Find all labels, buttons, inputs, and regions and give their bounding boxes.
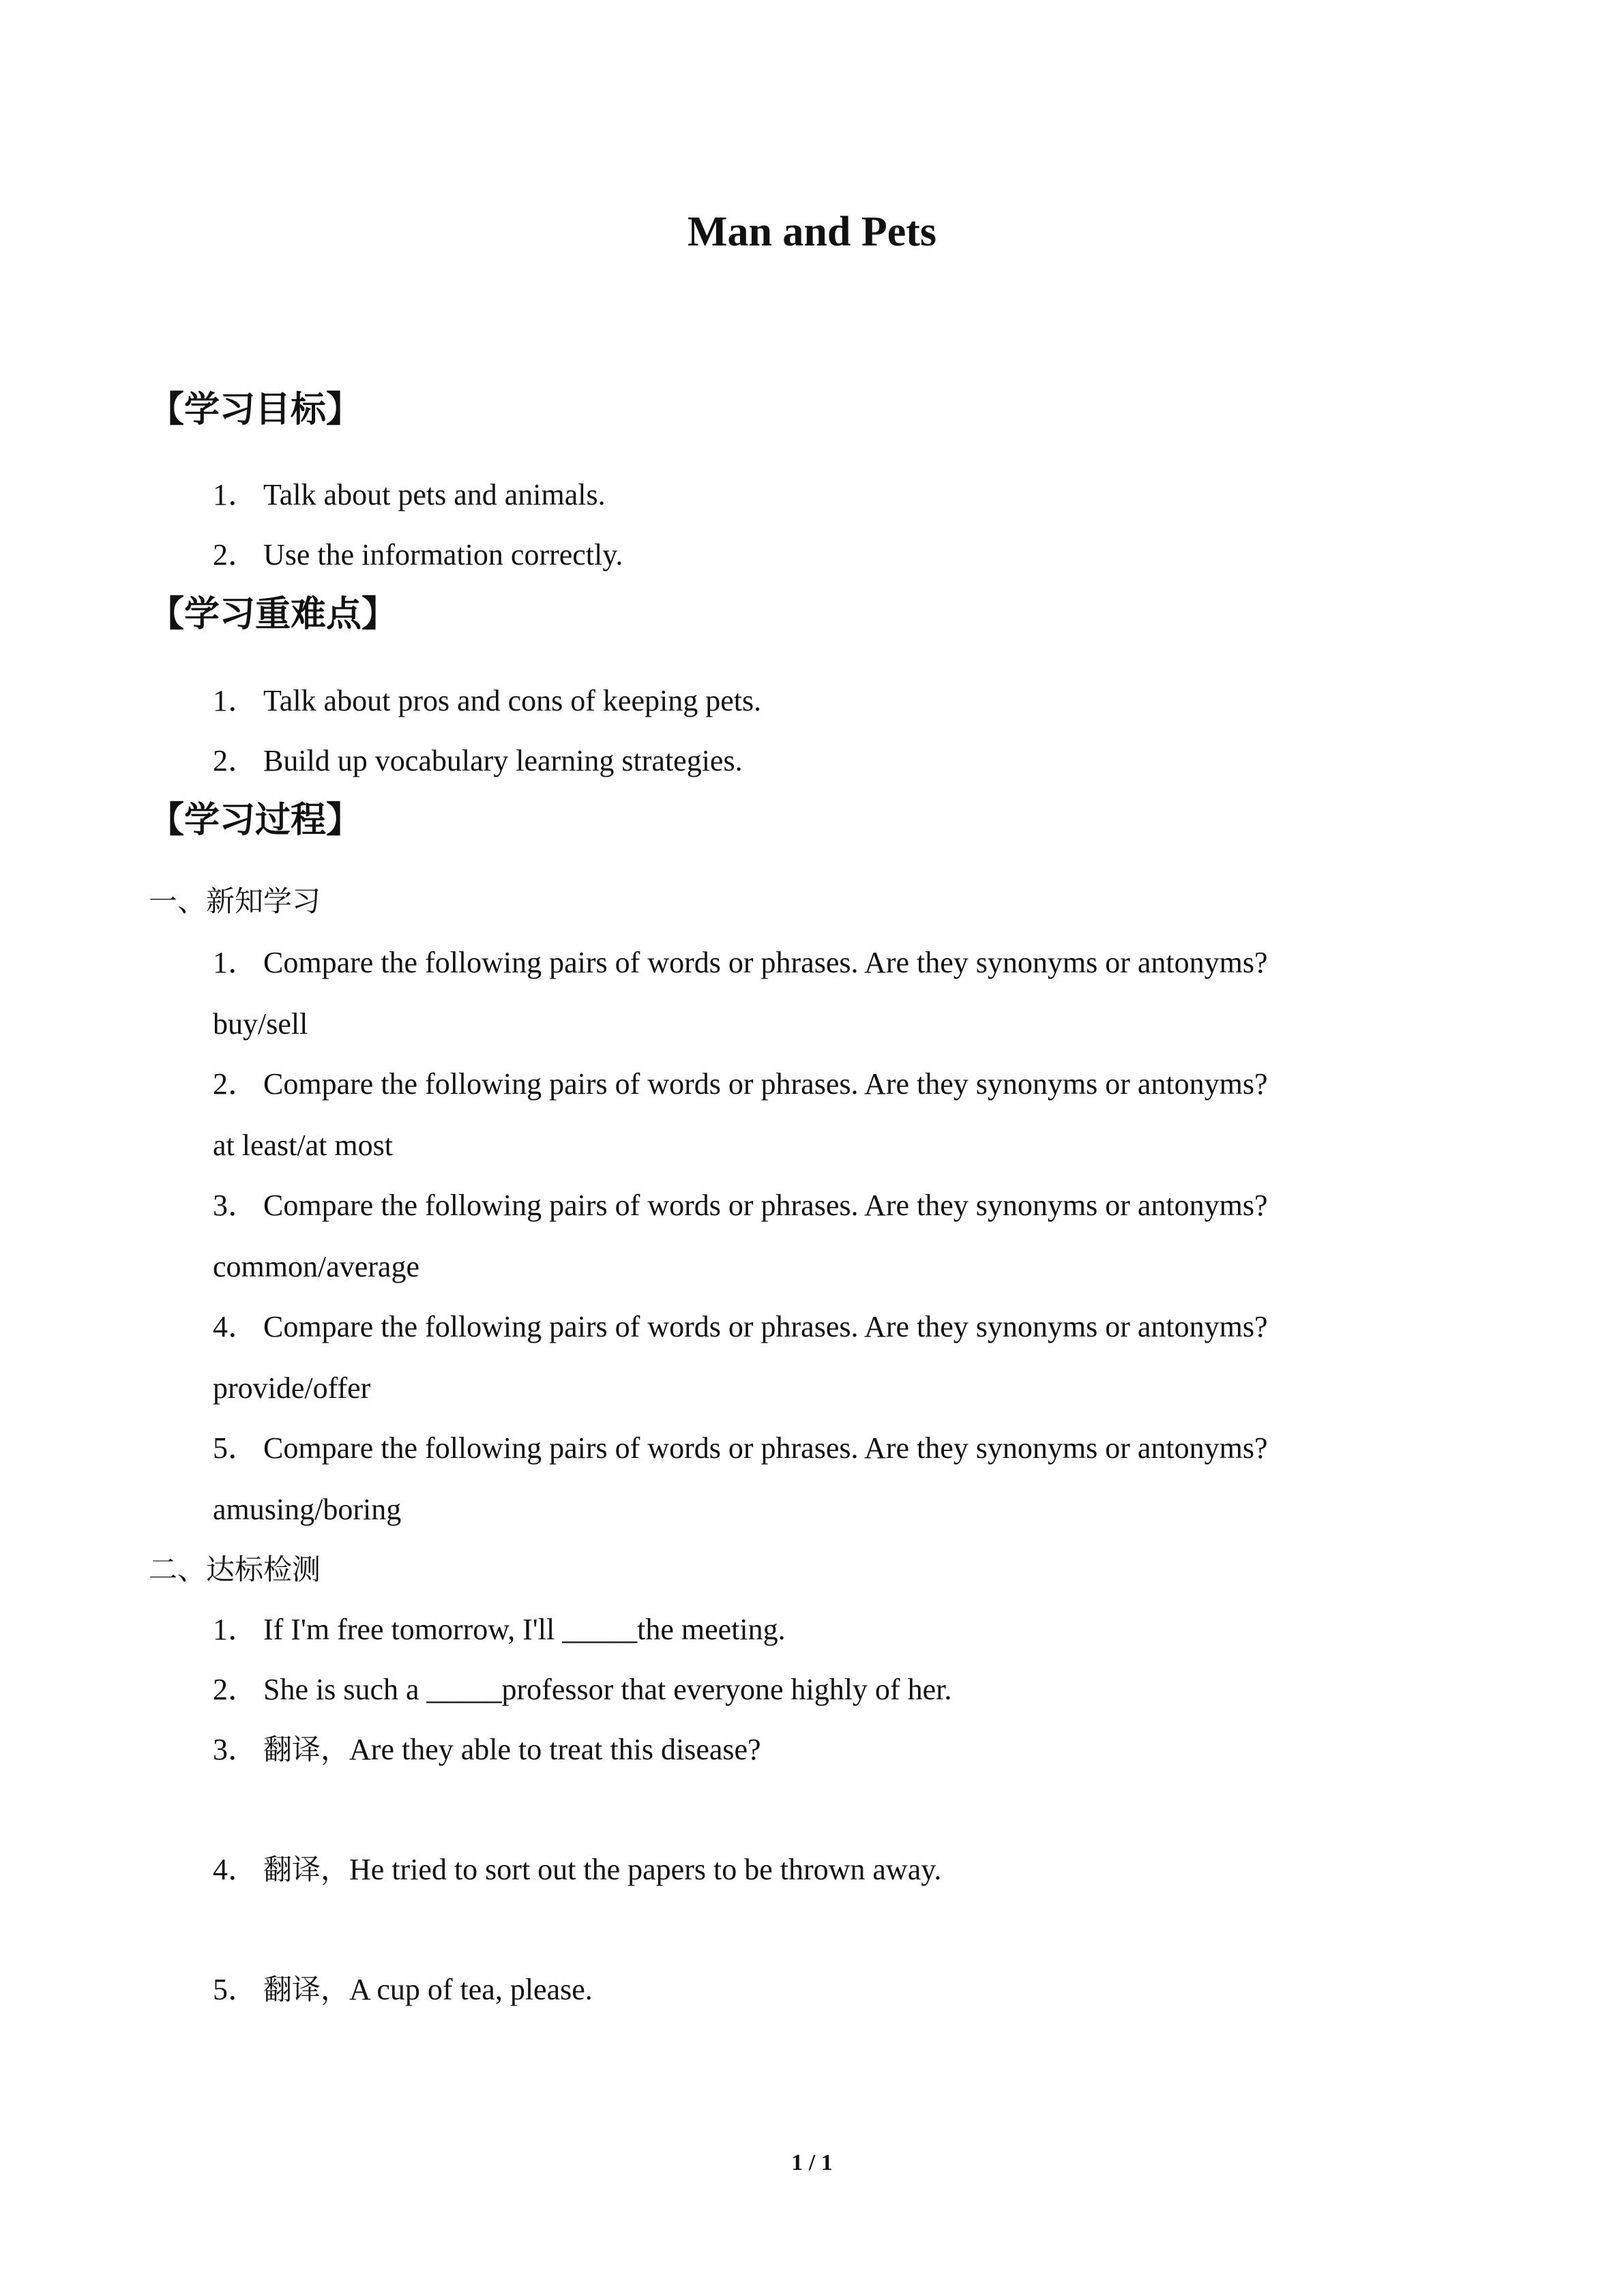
item-text: Compare the following pairs of words or phrases. Are they synonyms or antonyms? [263, 1189, 1268, 1222]
key-point-item [213, 681, 761, 721]
item-number: 5． [213, 1431, 258, 1465]
test-item [213, 1609, 786, 1650]
item-number: 2． [213, 1673, 258, 1706]
word-pair: at least/at most [213, 1129, 393, 1162]
exercise-item [213, 942, 1268, 983]
item-number: 4． [213, 1310, 258, 1343]
item-text: If I'm free tomorrow, I'll _____the meeting. [263, 1613, 786, 1646]
item-number: 1． [213, 478, 258, 511]
translation-item [213, 1729, 761, 1770]
translation-item [213, 1849, 941, 1890]
subsection-label-new-knowledge: 一、新知学习 [149, 884, 321, 918]
translation-item [213, 1969, 593, 2010]
translation-prefix: 翻译， [263, 1973, 350, 2006]
item-text: A cup of tea, please. [349, 1973, 593, 2006]
section-heading-key-points: 【学习重难点】 [149, 594, 398, 635]
word-pair: provide/offer [213, 1371, 371, 1405]
translation-prefix: 翻译， [263, 1853, 350, 1886]
item-number: 1． [213, 684, 258, 717]
item-text: Talk about pets and animals. [263, 478, 606, 511]
item-text: Are they able to treat this disease? [349, 1733, 761, 1766]
exercise-item [213, 1064, 1268, 1105]
objective-item [213, 475, 606, 516]
word-pair: amusing/boring [213, 1493, 402, 1526]
item-number: 5． [213, 1973, 258, 2006]
item-text: Build up vocabulary learning strategies. [263, 744, 743, 777]
document-title: Man and Pets [687, 209, 937, 255]
item-number: 3． [213, 1733, 258, 1766]
item-text: Talk about pros and cons of keeping pets. [263, 684, 762, 717]
objective-item [213, 535, 623, 576]
item-text: Compare the following pairs of words or phrases. Are they synonyms or antonyms? [263, 1310, 1268, 1343]
exercise-item [213, 1428, 1268, 1469]
item-text: Compare the following pairs of words or phrases. Are they synonyms or antonyms? [263, 1431, 1268, 1465]
item-text: Compare the following pairs of words or phrases. Are they synonyms or antonyms? [263, 1067, 1268, 1101]
item-number: 3． [213, 1189, 258, 1222]
item-text: She is such a _____professor that everyone highly of her. [263, 1673, 952, 1706]
item-number: 2． [213, 538, 258, 571]
item-number: 4． [213, 1853, 258, 1886]
item-text: Use the information correctly. [263, 538, 623, 571]
subsection-label-assessment: 二、达标检测 [149, 1553, 321, 1586]
page-indicator: 1 / 1 [791, 2150, 833, 2175]
item-number: 1． [213, 946, 258, 979]
exercise-item [213, 1307, 1268, 1347]
item-text: Compare the following pairs of words or phrases. Are they synonyms or antonyms? [263, 946, 1268, 979]
section-heading-objectives: 【学习目标】 [149, 389, 362, 430]
test-item [213, 1669, 951, 1710]
exercise-item [213, 1185, 1268, 1226]
word-pair: common/average [213, 1250, 419, 1283]
key-point-item [213, 741, 743, 781]
section-heading-process: 【学习过程】 [149, 800, 362, 841]
item-text: He tried to sort out the papers to be thrown away. [349, 1853, 942, 1886]
item-number: 2． [213, 1067, 258, 1101]
item-number: 2． [213, 744, 258, 777]
word-pair: buy/sell [213, 1007, 308, 1041]
translation-prefix: 翻译， [263, 1733, 350, 1766]
item-number: 1． [213, 1613, 258, 1646]
